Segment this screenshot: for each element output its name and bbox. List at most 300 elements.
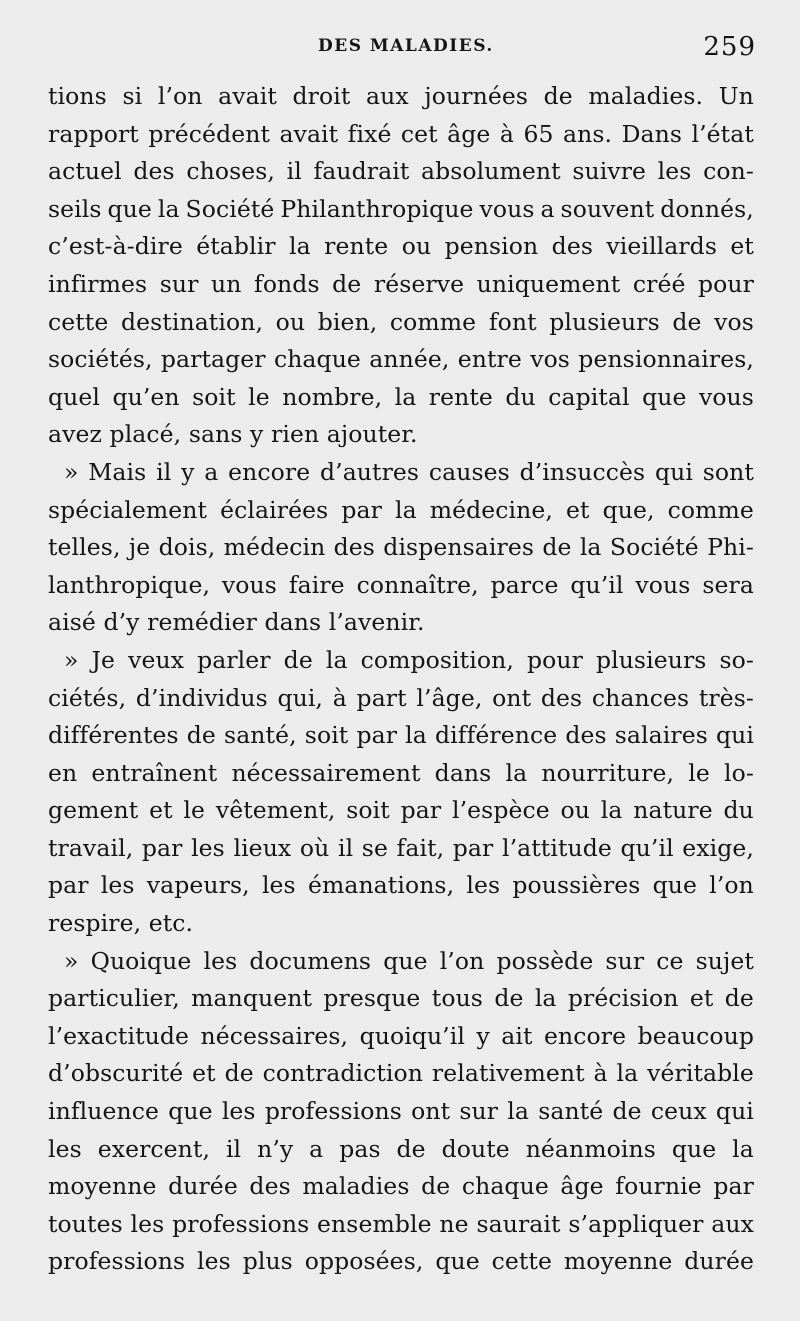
- text-line: [48, 980, 754, 1018]
- word: ou: [275, 307, 306, 336]
- word: sur: [459, 1097, 499, 1126]
- word: telles,: [48, 533, 121, 562]
- word: parce: [490, 570, 559, 599]
- word: sociétés,: [48, 345, 153, 374]
- word: sont: [702, 457, 754, 486]
- word: les: [48, 1134, 82, 1163]
- word: les: [130, 1209, 165, 1238]
- word: composition,: [360, 645, 514, 674]
- word: con-: [703, 157, 754, 186]
- word: entraînent: [91, 758, 218, 787]
- word: que: [168, 1097, 213, 1126]
- word: ans.: [563, 119, 613, 148]
- word: réserve: [373, 269, 465, 298]
- word: par: [141, 833, 183, 862]
- word: vous: [635, 570, 691, 599]
- word: so-: [719, 645, 754, 674]
- word: plus: [242, 1247, 293, 1276]
- word: plusieurs: [549, 307, 660, 336]
- word: absolument: [421, 157, 561, 186]
- word: que: [671, 1134, 717, 1163]
- word: différentes: [48, 721, 179, 750]
- word: exige,: [682, 833, 754, 862]
- word: vous: [698, 382, 754, 411]
- word: il: [156, 457, 172, 486]
- word: suivre: [572, 157, 647, 186]
- word: nécessaires,: [200, 1021, 349, 1050]
- word: influence: [48, 1097, 160, 1126]
- word: créé: [632, 269, 686, 298]
- word: »: [64, 645, 79, 674]
- word: la: [325, 645, 348, 674]
- word: l’état: [691, 119, 754, 148]
- word: les: [466, 871, 501, 900]
- word: et: [730, 232, 754, 261]
- word: et: [566, 495, 590, 524]
- word: très-: [698, 683, 754, 712]
- text-line: [48, 304, 754, 342]
- word: aux: [366, 82, 409, 110]
- word: choses,: [186, 157, 275, 186]
- word: manquent: [191, 984, 313, 1013]
- word: par: [713, 1172, 754, 1201]
- word: saurait: [476, 1209, 561, 1238]
- word: par: [452, 833, 494, 862]
- word: pension: [444, 232, 539, 261]
- word: partager: [160, 345, 266, 374]
- word: infirmes: [48, 269, 148, 298]
- word: cette: [491, 1247, 552, 1276]
- word: les: [221, 1097, 256, 1126]
- text-line: [48, 680, 754, 718]
- word: des: [333, 533, 375, 562]
- word: des: [540, 683, 583, 712]
- word: seils: [48, 194, 102, 223]
- word: n’y: [257, 1134, 294, 1163]
- word: du: [723, 796, 754, 825]
- text-line: [48, 1093, 754, 1131]
- word: fait,: [396, 833, 445, 862]
- word: toutes: [48, 1209, 123, 1238]
- text-line: [48, 454, 754, 492]
- word: ou: [401, 232, 432, 261]
- word: établir: [196, 232, 276, 261]
- word: vapeurs,: [146, 871, 250, 900]
- word: »: [64, 946, 79, 975]
- word: le: [688, 758, 710, 787]
- word: émanations,: [307, 871, 455, 900]
- word: un: [210, 269, 242, 298]
- word: avait: [218, 82, 277, 110]
- word: qu’il: [570, 570, 624, 599]
- word: d’individus: [135, 683, 268, 712]
- word: causes: [428, 457, 510, 486]
- word: contradiction: [262, 1059, 424, 1088]
- word: médecine,: [429, 495, 553, 524]
- word: ceux: [650, 1097, 707, 1126]
- word: professions: [48, 1247, 186, 1276]
- word: le: [248, 382, 270, 411]
- text-line: [48, 567, 754, 605]
- word: encore: [544, 1021, 627, 1050]
- word: les: [197, 1247, 231, 1276]
- word: de: [494, 984, 524, 1013]
- text-line: avez placé, sans y rien ajouter.: [48, 420, 418, 449]
- text-line: [48, 717, 754, 755]
- word: chances: [591, 683, 690, 712]
- word: uniquement: [476, 269, 621, 298]
- word: beaucoup: [637, 1021, 754, 1050]
- word: a: [309, 1134, 324, 1163]
- word: par: [48, 871, 89, 900]
- word: santé: [538, 1097, 604, 1126]
- text-line: [48, 1243, 754, 1281]
- text-line: [48, 379, 754, 417]
- word: et: [689, 984, 714, 1013]
- word: que: [435, 1247, 480, 1276]
- word: Société: [609, 533, 699, 562]
- word: veux: [128, 645, 185, 674]
- word: la: [579, 533, 602, 562]
- word: de: [283, 645, 313, 674]
- word: de: [396, 1134, 426, 1163]
- word: bien,: [317, 307, 378, 336]
- word: âge: [447, 119, 491, 148]
- word: part: [356, 683, 407, 712]
- word: soit: [304, 721, 349, 750]
- word: Quoique: [90, 946, 192, 975]
- word: donnés,: [660, 194, 754, 223]
- word: la: [600, 796, 623, 825]
- word: les: [191, 833, 225, 862]
- word: âge: [560, 1172, 604, 1201]
- word: néanmoins: [525, 1134, 656, 1163]
- word: Un: [718, 82, 754, 110]
- word: il: [337, 833, 354, 862]
- word: presque: [323, 984, 421, 1013]
- word: durée: [168, 1172, 238, 1201]
- word: journées: [424, 82, 528, 110]
- word: à: [593, 1059, 608, 1088]
- word: professions: [172, 1209, 310, 1238]
- word: font: [488, 307, 537, 336]
- word: santé,: [224, 721, 297, 750]
- word: ciétés,: [48, 683, 127, 712]
- text-line: [48, 191, 754, 229]
- word: particulier,: [48, 984, 180, 1013]
- text-line: [48, 266, 754, 304]
- text-line: [48, 1018, 754, 1056]
- word: pour: [526, 645, 583, 674]
- word: et: [149, 796, 173, 825]
- word: que: [107, 194, 152, 223]
- word: tions: [48, 82, 107, 110]
- word: poussières: [512, 871, 641, 900]
- text-line: [48, 228, 754, 266]
- word: pour: [698, 269, 754, 298]
- word: l’âge,: [416, 683, 483, 712]
- word: gement: [48, 796, 139, 825]
- word: la: [505, 758, 528, 787]
- word: la: [394, 495, 417, 524]
- text-line: [48, 492, 754, 530]
- word: se: [361, 833, 388, 862]
- text-line: [48, 341, 754, 379]
- body-text: [48, 78, 754, 1281]
- word: vous: [221, 570, 277, 599]
- word: qui: [715, 1097, 754, 1126]
- word: sur: [605, 946, 645, 975]
- word: chaque: [461, 1172, 549, 1201]
- word: par: [356, 721, 398, 750]
- word: soit: [192, 382, 236, 411]
- text-line: [48, 830, 754, 868]
- word: entre: [457, 345, 522, 374]
- word: le: [183, 796, 206, 825]
- word: possède: [496, 946, 594, 975]
- word: Dans: [621, 119, 683, 148]
- text-line: [48, 529, 754, 567]
- word: différence: [435, 721, 558, 750]
- word: la: [616, 1059, 639, 1088]
- word: travail,: [48, 833, 134, 862]
- word: fournie: [615, 1172, 702, 1201]
- word: droit: [292, 82, 351, 110]
- word: qu’en: [112, 382, 180, 411]
- word: de: [543, 82, 573, 110]
- word: la: [507, 1097, 530, 1126]
- word: destination,: [120, 307, 264, 336]
- word: de: [672, 307, 702, 336]
- word: par: [400, 796, 442, 825]
- word: vieillards: [606, 232, 717, 261]
- word: que,: [602, 495, 655, 524]
- word: il: [286, 157, 302, 186]
- word: maladies: [302, 1172, 410, 1201]
- word: opposées,: [304, 1247, 424, 1276]
- word: Philanthropique: [280, 194, 474, 223]
- text-line: [48, 153, 754, 191]
- word: relativement: [431, 1059, 585, 1088]
- word: cette: [48, 307, 109, 336]
- word: aux: [711, 1209, 754, 1238]
- word: y: [476, 1021, 490, 1050]
- text-line: [48, 1168, 754, 1206]
- running-head: DES MALADIES.: [318, 36, 494, 56]
- word: pensionnaires,: [578, 345, 754, 374]
- text-line: [48, 1131, 754, 1169]
- word: les: [203, 946, 238, 975]
- word: les: [657, 157, 692, 186]
- word: exercent,: [97, 1134, 211, 1163]
- word: qui: [716, 721, 754, 750]
- word: plusieurs: [595, 645, 707, 674]
- word: moyenne: [48, 1172, 157, 1201]
- word: chaque: [273, 345, 361, 374]
- word: la: [534, 984, 557, 1013]
- word: ont: [492, 683, 532, 712]
- word: cet: [400, 119, 438, 148]
- word: a: [204, 457, 219, 486]
- word: l’exactitude: [48, 1021, 190, 1050]
- text-line: aisé d’y remédier dans l’avenir.: [48, 608, 425, 637]
- word: quel: [48, 382, 101, 411]
- word: c’est-à-dire: [48, 232, 183, 261]
- word: qu’il: [620, 833, 674, 862]
- word: Mais: [88, 457, 147, 486]
- text-line: [48, 1055, 754, 1093]
- word: année,: [369, 345, 450, 374]
- word: d’insuccès: [519, 457, 646, 486]
- word: véritable: [647, 1059, 754, 1088]
- word: je: [128, 533, 151, 562]
- word: sujet: [695, 946, 754, 975]
- word: s’appliquer: [568, 1209, 704, 1238]
- word: nécessairement: [231, 758, 421, 787]
- word: vous: [479, 194, 535, 223]
- text-line: [48, 78, 754, 116]
- word: vos: [530, 345, 570, 374]
- word: quoiqu’il: [359, 1021, 465, 1050]
- word: documens: [249, 946, 372, 975]
- word: d’obscurité: [48, 1059, 184, 1088]
- word: y: [181, 457, 195, 486]
- word: sur: [159, 269, 199, 298]
- word: 65: [523, 119, 554, 148]
- word: lo-: [724, 758, 754, 787]
- word: Je: [91, 645, 116, 674]
- word: précédent: [148, 119, 270, 148]
- word: l’on: [439, 946, 485, 975]
- word: médecin: [223, 533, 326, 562]
- word: »: [64, 457, 79, 486]
- text-line: respire, etc.: [48, 909, 194, 938]
- word: la: [289, 232, 311, 261]
- word: il: [225, 1134, 242, 1163]
- word: dispensaires: [383, 533, 534, 562]
- word: dans: [434, 758, 492, 787]
- word: si: [122, 82, 143, 110]
- word: a: [540, 194, 555, 223]
- word: du: [505, 382, 536, 411]
- word: pas: [339, 1134, 381, 1163]
- text-line: [48, 1206, 754, 1244]
- page-number: 259: [703, 32, 756, 62]
- word: moyenne: [563, 1247, 673, 1276]
- word: rapport: [48, 119, 139, 148]
- word: lanthropique,: [48, 570, 211, 599]
- word: nombre,: [282, 382, 383, 411]
- word: Société: [185, 194, 275, 223]
- word: de: [542, 533, 572, 562]
- word: avait: [279, 119, 339, 148]
- word: en: [48, 758, 78, 787]
- word: Phi-: [707, 533, 754, 562]
- word: encore: [228, 457, 311, 486]
- word: l’espèce: [451, 796, 550, 825]
- word: ce: [656, 946, 684, 975]
- word: que: [652, 871, 698, 900]
- word: fixé: [347, 119, 392, 148]
- word: salaires: [614, 721, 708, 750]
- word: parler: [197, 645, 271, 674]
- page-header: [0, 32, 800, 70]
- text-line: [48, 943, 754, 981]
- text-line: [48, 755, 754, 793]
- text-line: [48, 792, 754, 830]
- word: ait: [501, 1021, 533, 1050]
- word: ont: [411, 1097, 451, 1126]
- word: de: [332, 269, 362, 298]
- word: où: [299, 833, 330, 862]
- word: que: [642, 382, 687, 411]
- word: sera: [702, 570, 754, 599]
- word: dois,: [158, 533, 216, 562]
- word: de: [724, 984, 754, 1013]
- word: l’attitude: [501, 833, 612, 862]
- word: et: [192, 1059, 216, 1088]
- word: vos: [714, 307, 754, 336]
- word: qui: [654, 457, 693, 486]
- word: des: [565, 721, 607, 750]
- word: ne: [439, 1209, 469, 1238]
- word: spécialement: [48, 495, 208, 524]
- word: vêtement,: [215, 796, 336, 825]
- word: des: [551, 232, 593, 261]
- word: nourriture,: [541, 758, 675, 787]
- word: qui,: [277, 683, 324, 712]
- word: faire: [288, 570, 345, 599]
- word: maladies.: [588, 82, 704, 110]
- word: d’autres: [319, 457, 420, 486]
- word: ensemble: [317, 1209, 432, 1238]
- word: capital: [548, 382, 630, 411]
- word: à: [332, 683, 347, 712]
- word: la: [405, 721, 427, 750]
- word: de: [224, 1059, 254, 1088]
- word: les: [100, 871, 135, 900]
- word: de: [186, 721, 216, 750]
- word: comme: [667, 495, 754, 524]
- word: précision: [567, 984, 679, 1013]
- word: la: [394, 382, 417, 411]
- word: fonds: [254, 269, 320, 298]
- word: professions: [264, 1097, 402, 1126]
- text-line: [48, 116, 754, 154]
- word: éclairées: [220, 495, 329, 524]
- word: que: [383, 946, 428, 975]
- word: tous: [431, 984, 483, 1013]
- word: rente: [324, 232, 389, 261]
- word: soit: [346, 796, 390, 825]
- word: doute: [441, 1134, 510, 1163]
- word: la: [732, 1134, 754, 1163]
- word: durée: [684, 1247, 754, 1276]
- text-line: [48, 642, 754, 680]
- word: par: [341, 495, 382, 524]
- word: comme: [389, 307, 477, 336]
- word: à: [499, 119, 515, 148]
- word: des: [133, 157, 175, 186]
- word: connaître,: [356, 570, 479, 599]
- word: nature: [633, 796, 713, 825]
- word: l’on: [157, 82, 203, 110]
- word: souvent: [560, 194, 655, 223]
- word: des: [249, 1172, 291, 1201]
- word: lieux: [233, 833, 292, 862]
- word: de: [421, 1172, 451, 1201]
- word: ou: [560, 796, 590, 825]
